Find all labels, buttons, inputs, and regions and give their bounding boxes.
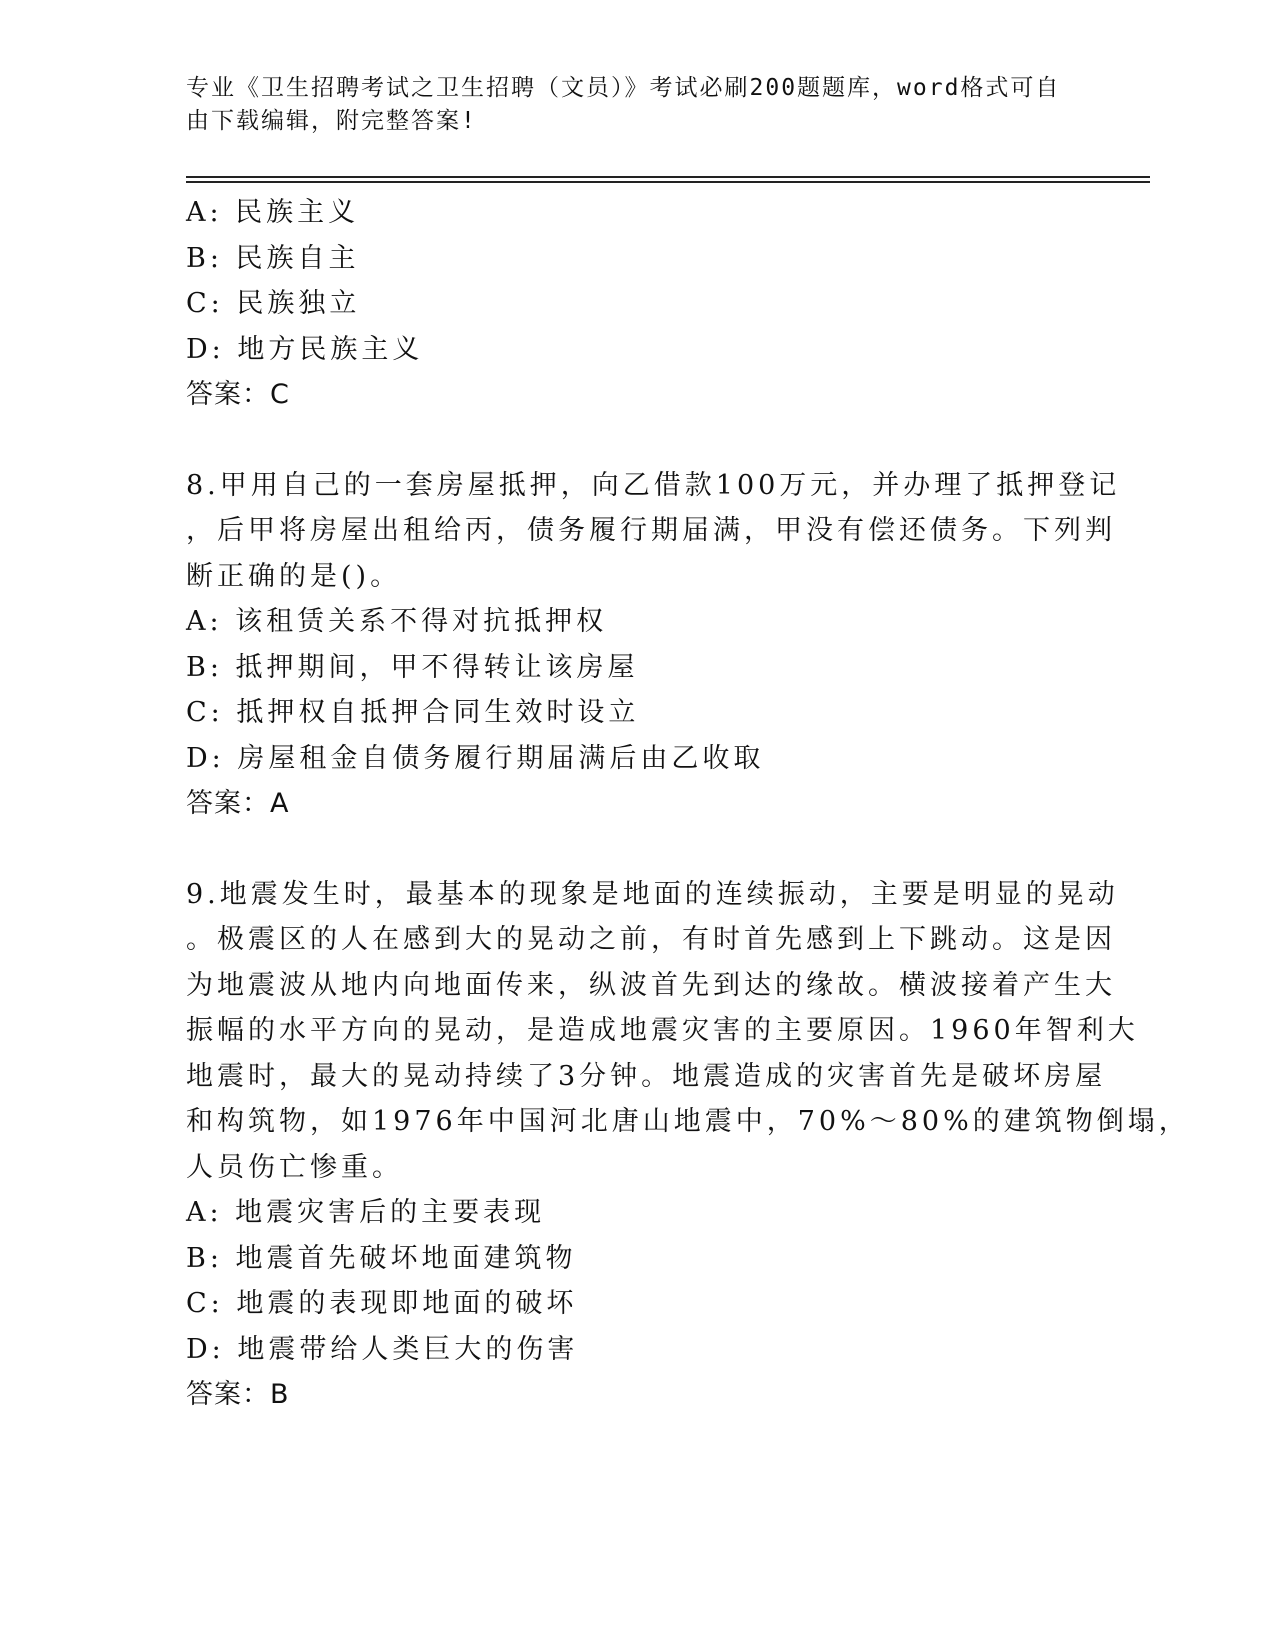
question-stem-line: 人员伤亡惨重。 [186,1151,403,1183]
header-divider-top [186,176,1150,178]
header-line-2: 由下载编辑，附完整答案! [186,108,477,134]
question-stem-line: 8.甲用自己的一套房屋抵押，向乙借款100万元，并办理了抵押登记 [186,469,1121,501]
option-a: A: 民族主义 [186,197,360,228]
option-a: A: 地震灾害后的主要表现 [186,1197,546,1228]
option-b: B: 民族自主 [186,242,360,274]
question-7 [186,190,1066,418]
answer-label: 答案：A [186,788,290,819]
option-d: D: 地震带给人类巨大的伤害 [186,1333,579,1365]
document-header [186,72,1066,138]
question-stem-line: 。极震区的人在感到大的晃动之前，有时首先感到上下跳动。这是因 [186,924,1116,955]
question-8 [186,463,1121,827]
option-c: C: 地震的表现即地面的破坏 [186,1288,578,1319]
question-spacer [186,827,1066,872]
header-line-1: 专业《卫生招聘考试之卫生招聘（文员）》考试必刷200题题库，word格式可自 [186,75,1061,101]
option-d: D: 地方民族主义 [186,333,424,365]
question-stem-line: 和构筑物，如1976年中国河北唐山地震中，70%～80%的建筑物倒塌， [186,1106,1190,1137]
question-content [186,190,1190,1418]
question-spacer [186,418,1066,463]
question-stem-line: 断正确的是()。 [186,560,402,592]
option-b: B: 抵押期间，甲不得转让该房屋 [186,651,639,683]
question-stem-line: 为地震波从地内向地面传来，纵波首先到达的缘故。横波接着产生大 [186,969,1116,1001]
question-stem-line: ，后甲将房屋出租给丙，债务履行期届满，甲没有偿还债务。下列判 [186,515,1116,546]
question-stem-line: 9.地震发生时，最基本的现象是地面的连续振动，主要是明显的晃动 [186,878,1119,910]
option-b: B: 地震首先破坏地面建筑物 [186,1242,577,1274]
question-stem-line: 地震时，最大的晃动持续了3分钟。地震造成的灾害首先是破坏房屋 [186,1060,1107,1092]
option-a: A: 该租赁关系不得对抗抵押权 [186,606,608,637]
option-d: D: 房屋租金自债务履行期届满后由乙收取 [186,742,765,774]
answer-label: 答案：B [186,1379,290,1410]
question-stem-line: 振幅的水平方向的晃动，是造成地震灾害的主要原因。1960年智利大 [186,1015,1139,1046]
header-divider-bottom [186,181,1150,183]
question-9 [186,872,1190,1418]
option-c: C: 民族独立 [186,288,361,319]
option-c: C: 抵押权自抵押合同生效时设立 [186,697,640,728]
answer-label: 答案：C [186,379,290,410]
